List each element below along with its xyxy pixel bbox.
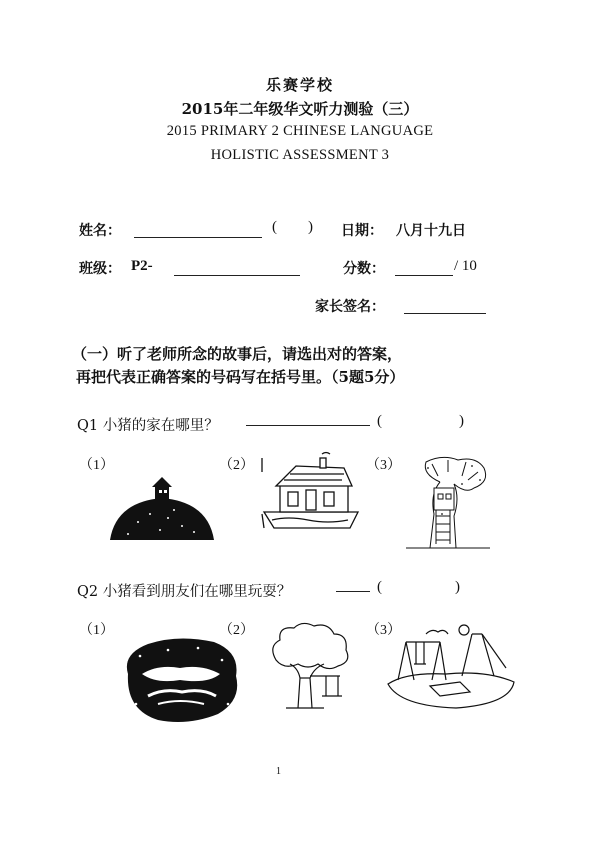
question-1-text: Q1 小猪的家在哪里？ (77, 418, 219, 434)
title-english-line1: 2015 PRIMARY 2 CHINESE LANGUAGE (166, 123, 434, 139)
class-number-paren-open: ( (272, 219, 277, 235)
question-1-option-1-label: （1） (79, 458, 114, 473)
tree-swing-illustration[interactable] (268, 620, 354, 712)
parent-signature-field[interactable] (404, 313, 486, 314)
question-1-option-3-label: （3） (366, 458, 401, 473)
section-instruction-line1: （一）听了老师所念的故事后，请选出对的答案， (72, 345, 403, 363)
class-field[interactable] (174, 275, 300, 276)
score-total: / 10 (454, 258, 477, 274)
question-2-leader-line (336, 591, 370, 592)
question-2-option-1-label: （1） (79, 623, 114, 638)
house-on-hill-illustration[interactable] (108, 474, 216, 544)
playground-illustration[interactable] (386, 624, 518, 710)
question-1-paren-open: ( (377, 413, 382, 429)
date-label: 日期： (341, 223, 383, 239)
class-number-paren-close: ) (308, 219, 313, 235)
question-1-leader-line (246, 425, 370, 426)
question-2-paren-open: ( (377, 579, 382, 595)
class-prefix: P2- (131, 258, 153, 274)
class-label: 班级： (79, 261, 121, 277)
score-label: 分数： (343, 261, 385, 277)
question-2-text: Q2 小猪看到朋友们在哪里玩耍？ (77, 584, 292, 600)
question-2-option-2-label: （2） (219, 623, 254, 638)
name-label: 姓名： (79, 223, 121, 239)
question-2-paren-close: ) (455, 579, 460, 595)
forest-scene-illustration[interactable] (118, 634, 244, 726)
name-field[interactable] (134, 237, 262, 238)
question-1-option-2-label: （2） (219, 458, 254, 473)
date-value: 八月十九日 (396, 223, 466, 239)
question-1-paren-close: ) (459, 413, 464, 429)
houseboat-illustration[interactable] (258, 454, 362, 536)
title-english-line2: HOLISTIC ASSESSMENT 3 (210, 147, 390, 163)
score-field[interactable] (395, 275, 453, 276)
title-chinese: 2015年二年级华文听力测验（三） (181, 100, 419, 118)
section-instruction-line2: 再把代表正确答案的号码写在括号里。（5题5分） (76, 368, 405, 386)
question-2-option-3-label: （3） (366, 623, 401, 638)
page-number: 1 (276, 766, 281, 777)
parent-signature-label: 家长签名： (315, 299, 385, 315)
tree-house-illustration[interactable] (402, 454, 492, 550)
school-name: 乐赛学校 (265, 76, 334, 94)
